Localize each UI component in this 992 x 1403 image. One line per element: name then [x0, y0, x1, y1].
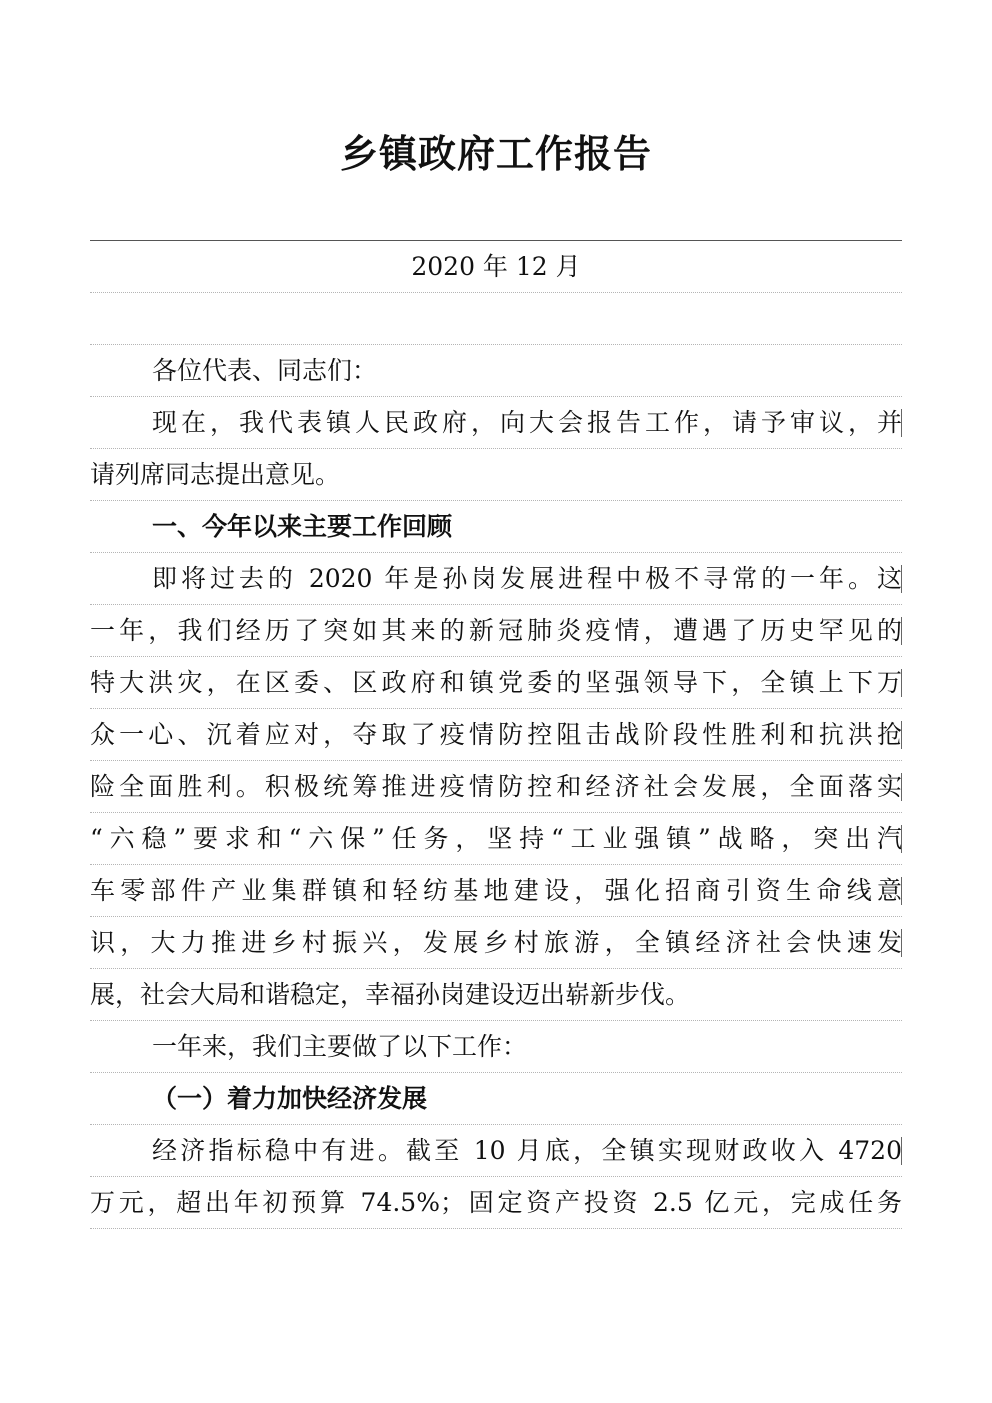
document-date: 2020 年 12 月	[90, 241, 902, 293]
review-line: 一年，我们经历了突如其来的新冠肺炎疫情，遭遇了历史罕见的	[90, 605, 902, 657]
document-title: 乡镇政府工作报告	[339, 131, 652, 176]
review-line: 车零部件产业集群镇和轻纺基地建设，强化招商引资生命线意	[90, 865, 902, 917]
intro-line: 现在，我代表镇人民政府，向大会报告工作，请予审议，并	[90, 397, 902, 449]
review-line: 众一心、沉着应对，夺取了疫情防控阻击战阶段性胜利和抗洪抢	[90, 709, 902, 761]
document-body	[90, 241, 902, 1229]
intro-line: 请列席同志提出意见。	[90, 449, 902, 501]
greeting: 各位代表、同志们：	[90, 345, 902, 397]
economy-line: 经济指标稳中有进。截至 10 月底，全镇实现财政收入 4720	[90, 1125, 902, 1177]
review-line: “六稳”要求和“六保”任务，坚持“工业强镇”战略，突出汽	[90, 813, 902, 865]
economy-line: 万元，超出年初预算 74.5%；固定资产投资 2.5 亿元，完成任务	[90, 1177, 902, 1229]
work-intro: 一年来，我们主要做了以下工作：	[90, 1021, 902, 1073]
subsection-heading: （一）着力加快经济发展	[90, 1073, 902, 1125]
blank-line	[90, 293, 902, 345]
review-line: 展，社会大局和谐稳定，幸福孙岗建设迈出崭新步伐。	[90, 969, 902, 1021]
review-line: 特大洪灾，在区委、区政府和镇党委的坚强领导下，全镇上下万	[90, 657, 902, 709]
review-line: 识，大力推进乡村振兴，发展乡村旅游，全镇经济社会快速发	[90, 917, 902, 969]
section-heading: 一、今年以来主要工作回顾	[90, 501, 902, 553]
review-line: 险全面胜利。积极统筹推进疫情防控和经济社会发展，全面落实	[90, 761, 902, 813]
review-line: 即将过去的 2020 年是孙岗发展进程中极不寻常的一年。这	[90, 553, 902, 605]
